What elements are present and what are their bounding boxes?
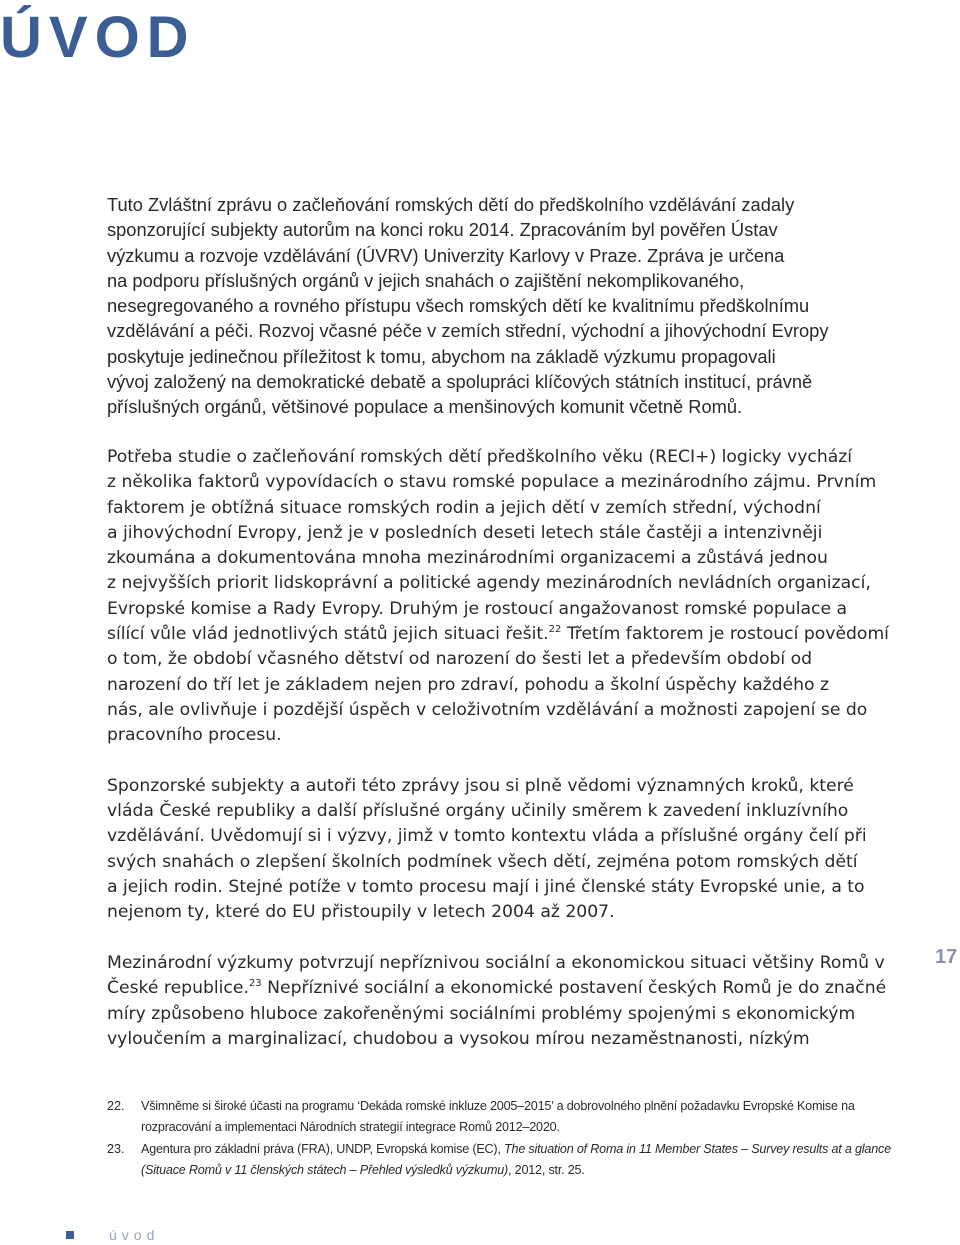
- text-line: Evropské komise a Rady Evropy. Druhým je rostoucí angažovanost romské populace a: [107, 598, 848, 619]
- text-line: na podporu příslušných orgánů v jejich snahách o zajištění nekomplikovaného,: [107, 269, 745, 291]
- text-line: Mezinárodní výzkumy potvrzují nepříznivou sociální a ekonomickou situaci většiny Romů v: [107, 952, 885, 973]
- text-fragment: Nepříznivé sociální a ekonomické postavení českých Romů je do značné: [261, 978, 887, 999]
- text-line: [107, 976, 897, 1001]
- paragraph-research: [107, 951, 897, 1052]
- text-line: příslušných orgánů, většinové populace a menšinových komunit včetně Romů.: [107, 396, 743, 418]
- text-fragment: Třetím faktorem je rostoucí povědomí: [561, 624, 889, 645]
- paragraph-intro: [107, 192, 897, 420]
- footnote-title: The situation of Roma in 11 Member States – Survey results at a glance: [504, 1142, 891, 1156]
- text-line: vzdělávání a péči. Rozvoj včasné péče v zemích střední, východní a jihovýchodní Evropy: [107, 320, 829, 342]
- text-line: a jihovýchodní Evropy, jenž je v posledních deseti letech stále častěji a intenzivněji: [107, 522, 823, 543]
- footnotes: [107, 1096, 897, 1182]
- text-line: poskytuje jedinečnou příležitost k tomu, abychom na základě výzkumu propagovali: [107, 345, 776, 367]
- footnote-ref-22[interactable]: 22: [548, 624, 562, 636]
- text-line: vývoj založený na demokratické debatě a spolupráci klíčových státních institucí, právně: [107, 371, 813, 393]
- body-text: [107, 192, 897, 1077]
- text-line: výzkumu a rozvoje vzdělávání (ÚVRV) Univerzity Karlovy v Praze. Zpráva je určena: [107, 244, 785, 266]
- footer: [66, 1227, 159, 1243]
- text-fragment: sílící vůle vlád jednotlivých států jejich situaci řešit.: [107, 624, 549, 645]
- text-line: z nejvyšších priorit lidskoprávní a politické agendy mezinárodních nevládních organizací,: [107, 573, 871, 594]
- page-number: 17: [935, 946, 958, 968]
- text-line: zkoumána a dokumentována mnoha mezinárodními organizacemi a zůstává jednou: [107, 548, 828, 569]
- page-title: ÚVOD: [0, 5, 196, 70]
- text-line: vyloučením a marginalizací, chudobou a vysokou mírou nezaměstnanosti, nízkým: [107, 1028, 810, 1049]
- footnote-23: [107, 1139, 897, 1181]
- text-line: vzdělávání. Uvědomují si i výzvy, jimž v tomto kontextu vláda a příslušné orgány čelí při: [107, 826, 867, 847]
- text-line: nás, ale ovlivňuje i pozdější úspěch v celoživotním vzdělávání a možnosti zapojení se do: [107, 699, 868, 720]
- text-line: nesegregovaného a rovného přístupu všech romských dětí ke kvalitnímu předškolnímu: [107, 295, 810, 317]
- text-fragment: České republice.: [107, 978, 249, 999]
- footer-section-label: úvod: [109, 1227, 160, 1243]
- text-line: svých snahách o zlepšení školních podmínek všech dětí, zejména potom romských dětí: [107, 851, 858, 872]
- footnote-text: , 2012, str. 25.: [508, 1163, 585, 1177]
- footnote-line: rozpracování a implementaci Národních strategií integrace Romů 2012–2020.: [141, 1120, 560, 1134]
- text-line: nejenom ty, které do EU přistoupily v letech 2004 až 2007.: [107, 902, 615, 923]
- footnote-line: [141, 1139, 897, 1160]
- text-line: Sponzorské subjekty a autoři této zprávy jsou si plně vědomi významných kroků, které: [107, 775, 854, 796]
- footnote-line: Všimněme si široké účasti na programu ‘Dekáda romské inkluze 2005–2015’ a dobrovolného plnění požadavku Evropské Komise na: [141, 1099, 855, 1113]
- text-line: Potřeba studie o začleňování romských dětí předškolního věku (RECI+) logicky vychází: [107, 446, 853, 467]
- footnote-ref-23[interactable]: 23: [248, 978, 262, 990]
- paragraph-sponsors: [107, 774, 897, 926]
- footnote-text: Agentura pro základní práva (FRA), UNDP, Evropská komise (EC),: [141, 1142, 505, 1156]
- text-line: faktorem je obtížná situace romských rodin a jejich dětí v zemích střední, východní: [107, 497, 821, 518]
- text-line: pracovního procesu.: [107, 725, 282, 746]
- text-line: a jejich rodin. Stejné potíže v tomto procesu mají i jiné členské státy Evropské unie, a to: [107, 877, 865, 898]
- text-line: narození do tří let je základem nejen pro zdraví, pohodu a školní úspěchy každého z: [107, 674, 830, 695]
- footnote-number: 22.: [107, 1099, 125, 1113]
- paragraph-reci: [107, 445, 897, 749]
- text-line: míry způsobeno hluboce zakořeněnými sociálními problémy spojenými s ekonomickým: [107, 1003, 856, 1024]
- text-line: Tuto Zvláštní zprávu o začleňování romských dětí do předškolního vzdělávání zadaly: [107, 194, 795, 215]
- footnote-title: (Situace Romů v 11 členských státech – Přehled výsledků výzkumu): [141, 1163, 509, 1177]
- text-line: sponzorující subjekty autorům na konci roku 2014. Zpracováním byl pověřen Ústav: [107, 219, 778, 241]
- text-line: [107, 622, 897, 647]
- footnote-line: [141, 1160, 897, 1181]
- footer-square-icon: [66, 1231, 74, 1239]
- footnote-22: [107, 1096, 897, 1138]
- text-line: o tom, že období včasného dětství od narození do šesti let a především období od: [107, 649, 813, 670]
- text-line: z několika faktorů vypovídacích o stavu romské populace a mezinárodního zájmu. Prvním: [107, 472, 877, 493]
- text-line: vláda České republiky a další příslušné orgány učinily směrem k zavedení inkluzívního: [107, 801, 849, 822]
- footnote-number: 23.: [107, 1142, 125, 1156]
